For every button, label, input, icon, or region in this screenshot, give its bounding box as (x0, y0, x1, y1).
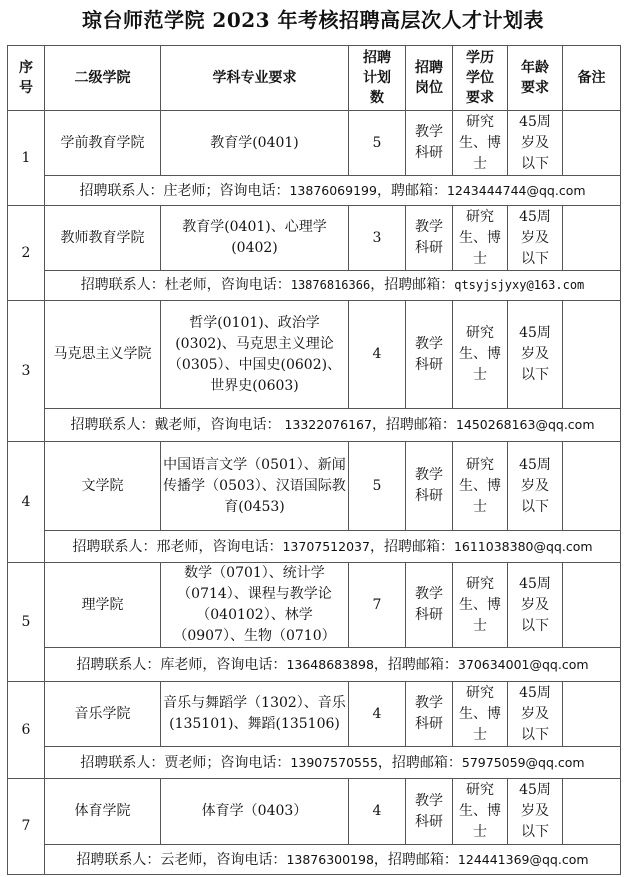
row-seq: 5 (8, 563, 45, 682)
row-position: 教学科研 (406, 563, 453, 648)
row-college: 学前教育学院 (45, 111, 161, 176)
row-degree: 研究生、博士 (453, 301, 508, 409)
row-degree: 研究生、博士 (453, 682, 508, 747)
row-subject: 音乐与舞蹈学（1302）、音乐(135101)、舞蹈(135106) (161, 682, 349, 747)
row-remark (563, 779, 621, 845)
row-age: 45周岁及以下 (508, 563, 563, 648)
contact-phone: 13876069199 (289, 182, 377, 198)
contact-email[interactable]: 57975059@qq.com (461, 754, 585, 770)
row-quota: 4 (349, 301, 406, 409)
contact-info: 招聘联系人：贾老师；咨询电话：13907570555，招聘邮箱：57975059@qq.com (45, 747, 621, 779)
table-row (8, 206, 621, 271)
contact-phone: 13648683898 (286, 656, 374, 672)
contact-info: 招聘联系人：庄老师；咨询电话：13876069199，聘邮箱：1243444744@qq.com (45, 176, 621, 206)
row-age: 45周岁及以下 (508, 111, 563, 176)
row-quota: 3 (349, 206, 406, 271)
table-row (8, 779, 621, 845)
row-age: 45周岁及以下 (508, 779, 563, 845)
table-row (8, 301, 621, 409)
contact-email[interactable]: 370634001@qq.com (457, 656, 589, 672)
row-degree: 研究生、博士 (453, 206, 508, 271)
row-seq: 3 (8, 301, 45, 442)
row-quota: 4 (349, 682, 406, 747)
row-quota: 4 (349, 779, 406, 845)
contact-row (8, 648, 621, 682)
row-remark (563, 682, 621, 747)
contact-info: 招聘联系人：戴老师，咨询电话： 13322076167，招聘邮箱：1450268163@qq.com (45, 409, 621, 442)
row-quota: 5 (349, 111, 406, 176)
contact-email[interactable]: 1450268163@qq.com (455, 417, 595, 432)
page-title: 琼台师范学院 2023 年考核招聘高层次人才计划表 (81, 8, 545, 32)
row-remark (563, 111, 621, 176)
row-quota: 7 (349, 563, 406, 648)
contact-phone: 13322076167 (280, 417, 372, 432)
row-college: 体育学院 (45, 779, 161, 845)
header-degree: 学历学位要求 (453, 46, 508, 111)
header-quota: 招聘计划数 (349, 46, 406, 111)
row-position: 教学科研 (406, 682, 453, 747)
row-subject: 体育学（0403） (161, 779, 349, 845)
header-college: 二级学院 (45, 46, 161, 111)
contact-row (8, 531, 621, 563)
header-seq: 序号 (8, 46, 45, 111)
table-row (8, 563, 621, 648)
contact-row (8, 176, 621, 206)
row-degree: 研究生、博士 (453, 563, 508, 648)
contact-info: 招聘联系人：邢老师，咨询电话：13707512037，招聘邮箱：1611038380@qq.com (45, 531, 621, 563)
header-remark: 备注 (563, 46, 621, 111)
row-remark (563, 206, 621, 271)
contact-email[interactable]: 124441369@qq.com (457, 851, 589, 867)
table-row (8, 442, 621, 531)
contact-row (8, 409, 621, 442)
contact-phone: 13707512037 (282, 538, 370, 554)
contact-row (8, 271, 621, 301)
row-college: 文学院 (45, 442, 161, 531)
row-seq: 2 (8, 206, 45, 301)
row-subject: 数学（0701）、统计学（0714）、课程与教学论（040102）、林学（0907）、生物（0710） (161, 563, 349, 648)
table-row (8, 682, 621, 747)
contact-info: 招聘联系人：云老师，咨询电话：13876300198，招聘邮箱：124441369@qq.com (45, 845, 621, 875)
contact-email[interactable]: qtsyjsjyxy@163.com (454, 278, 585, 292)
row-remark (563, 301, 621, 409)
row-position: 教学科研 (406, 206, 453, 271)
header-position: 招聘岗位 (406, 46, 453, 111)
row-remark (563, 442, 621, 531)
row-seq: 4 (8, 442, 45, 563)
contact-info: 招聘联系人：杜老师，咨询电话：13876816366，招聘邮箱：qtsyjsjyxy@163.com (45, 271, 621, 301)
header-row (8, 46, 621, 111)
row-seq: 6 (8, 682, 45, 779)
contact-info: 招聘联系人：库老师，咨询电话：13648683898，招聘邮箱：370634001@qq.com (45, 648, 621, 682)
row-college: 马克思主义学院 (45, 301, 161, 409)
contact-phone: 13876300198 (286, 851, 374, 867)
row-subject: 教育学(0401)、心理学(0402) (161, 206, 349, 271)
row-college: 音乐学院 (45, 682, 161, 747)
row-seq: 7 (8, 779, 45, 875)
row-age: 45周岁及以下 (508, 442, 563, 531)
row-position: 教学科研 (406, 111, 453, 176)
row-degree: 研究生、博士 (453, 442, 508, 531)
row-quota: 5 (349, 442, 406, 531)
row-subject: 中国语言文学（0501）、新闻传播学（0503）、汉语国际教育(0453) (161, 442, 349, 531)
row-degree: 研究生、博士 (453, 111, 508, 176)
row-subject: 教育学(0401) (161, 111, 349, 176)
contact-phone: 13876816366 (290, 278, 371, 292)
row-age: 45周岁及以下 (508, 206, 563, 271)
table-row (8, 111, 621, 176)
row-position: 教学科研 (406, 301, 453, 409)
row-remark (563, 563, 621, 648)
contact-email[interactable]: 1611038380@qq.com (453, 538, 593, 554)
contact-email[interactable]: 1243444744@qq.com (446, 182, 586, 198)
row-subject: 哲学(0101)、政治学(0302)、马克思主义理论（0305）、中国史(0602)、世界史(0603) (161, 301, 349, 409)
contact-phone: 13907570555 (290, 754, 378, 770)
row-position: 教学科研 (406, 779, 453, 845)
row-seq: 1 (8, 111, 45, 206)
row-position: 教学科研 (406, 442, 453, 531)
row-age: 45周岁及以下 (508, 301, 563, 409)
row-college: 教师教育学院 (45, 206, 161, 271)
header-age: 年龄要求 (508, 46, 563, 111)
row-age: 45周岁及以下 (508, 682, 563, 747)
contact-row (8, 845, 621, 875)
header-subject: 学科专业要求 (161, 46, 349, 111)
row-college: 理学院 (45, 563, 161, 648)
recruitment-plan-table (7, 45, 621, 875)
row-degree: 研究生、博士 (453, 779, 508, 845)
contact-row (8, 747, 621, 779)
